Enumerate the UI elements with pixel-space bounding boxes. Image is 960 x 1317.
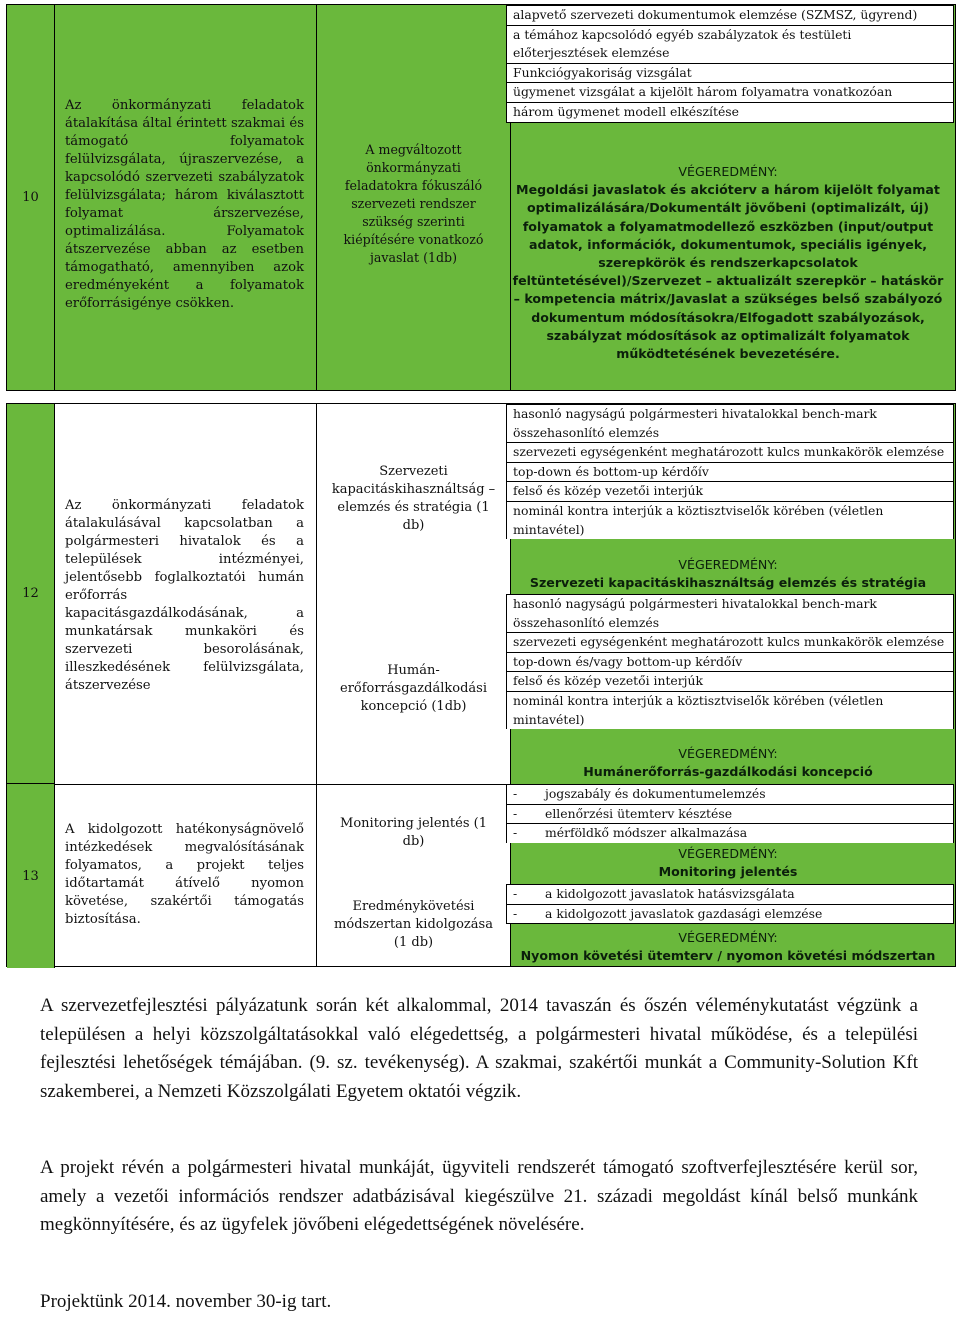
activity-output: Humán-erőforrásgazdálkodási koncepció (1db) [340,663,487,714]
result-label: VÉGEREDMÉNY: [678,746,778,761]
body-paragraph: A projekt révén a polgármesteri hivatal munkáját, ügyviteli rendszerét támogató szoftverfejlesztésére kerül sor, amely a vezetői információs rendszer adatbázisával kiegészülve 21. századi megoldást kínál belső munkánk megkönnyítésére, és az ügyfelek jövőbeni elégedettségének növelésére. [40,1157,918,1236]
step-item: hasonló nagyságú polgármesteri hivatalokkal bench-mark összehasonlító elemzés [507,405,953,443]
result-label: VÉGEREDMÉNY: [678,930,778,945]
step-item: ellenőrzési ütemterv késztése [545,805,733,821]
result-text: Monitoring jelentés [658,864,798,880]
step-item: hasonló nagyságú polgármesteri hivatalokkal bench-mark összehasonlító elemzés [507,595,953,633]
result-box [506,845,950,882]
step-item: szervezeti egységenként meghatározott kulcs munkakörök elemzése [507,443,953,463]
result-box-row-10 [506,163,950,363]
result-box [506,556,950,593]
steps-list-row-13 [506,784,954,843]
body-paragraph: A szervezetfejlesztési pályázatunk során két alkalommal, 2014 tavaszán és őszén véleménykutatást végzünk a településen a helyi közszolgáltatásokkal való elégedettség, a polgármesteri hivatal működése, és a települési fejlesztési lehetőségek témájában. (9. sz. tevékenység). A szakmai, szakértői munkát a Community-Solution Kft szakemberei, a Nemzeti Közszolgálati Egyetem oktatói végzik. [40,995,918,1102]
list-dash: - [513,805,518,821]
result-label: VÉGEREDMÉNY: [678,164,778,179]
list-dash: - [513,905,518,921]
step-item: három ügymenet modell elkészítése [513,103,739,119]
result-text: Nyomon követési ütemterv / nyomon követési módszertan [520,948,936,964]
steps-list-row-10 [506,5,954,123]
step-item: mérföldkő módszer alkalmazása [545,825,748,841]
result-text: Humánerőforrás-gazdálkodási koncepció [583,764,873,780]
result-label: VÉGEREDMÉNY: [678,846,778,861]
step-item: nominál kontra interjúk a köztisztviselők körében (véletlen mintavétel) [513,692,884,727]
activity-description: Az önkormányzati feladatok átalakulásával kapcsolatban a polgármesteri hivatalok és a települések intézményei, jelentősebb foglalkoztatói humán erőforrás kapacitásgazdálkodásának, a munkatársak munkaköri és szervezeti besorolásának, illeszkedésének felülvizsgálata, átszervezése [65,498,304,693]
activity-output: Monitoring jelentés (1 db) [340,816,487,849]
step-item: top-down és bottom-up kérdőív [507,463,953,483]
activity-description: Az önkormányzati feladatok átalakítása által érintett szakmai és támogató folyamatok felülvizsgálata, újraszervezése, a kapcsolódó szervezeti szabályzatok felülvizsgálata; három kiválasztott folyamat árszervezése, optimalizálása. Folyamatok átszervezése abban az esetben támogatható, amennyiben azok eredményeként a folyamatok erőforrásigénye csökken. [65,98,304,311]
step-item: szervezeti egységenként meghatározott kulcs munkakörök elemzése [507,633,953,653]
step-item: felső és közép vezetői interjúk [507,672,953,692]
result-text: Szervezeti kapacitáskihasználtság elemzés és stratégia [529,575,927,591]
activity-description: A kidolgozott hatékonyságnövelő intézkedések megvalósításának folyamatos, a projekt teljes időtartamát átívelő nyomon követése, szakértői támogatás biztosítása. [65,822,304,927]
steps-list-row-13b [506,884,954,924]
result-label: VÉGEREDMÉNY: [678,557,778,572]
row-number: 10 [7,5,55,390]
step-item: alapvető szervezeti dokumentumok elemzése (SZMSZ, ügyrend) [507,6,953,26]
step-item: nominál kontra interjúk a köztisztviselők körében (véletlen mintavétel) [513,502,884,537]
list-dash: - [513,825,518,841]
result-box [506,929,950,966]
step-item: ügymenet vizsgálat a kijelölt három folyamatra vonatkozóan [507,83,953,103]
step-item: jogszabály és dokumentumelemzés [545,786,766,801]
step-item: top-down és/vagy bottom-up kérdőív [507,653,953,673]
row-number: 13 [7,784,55,968]
row-number: 12 [7,404,55,784]
result-text: Megoldási javaslatok és akcióterv a három kijelölt folyamat optimalizálására/Dokumentált jövőbeni (optimalizált, új) folyamatok a folyamatmodellező eszközben (input/output adatok, információk, dokumentumok, speciális igények, szerepkörök és rendszerkapcsolatok feltüntetésével)/Szervezet – aktualizált szerepkör – hatáskör – kompetencia mátrix/Javaslat a szükséges belső szabályozó dokumentum módosításokra/Elfogadott szabályozások, szabályzat módosítások az optimalizált folyamatok működtetésének bevezetésére. [512,182,944,362]
activity-output: A megváltozott önkormányzati feladatokra fókuszáló szervezeti rendszer szükség szerinti kiépítésére vonatkozó javaslat (1db) [343,142,484,265]
result-box [506,745,950,782]
steps-list-row-12b [506,594,954,729]
step-item: felső és közép vezetői interjúk [507,482,953,502]
step-item: Funkciógyakoriság vizsgálat [507,64,953,84]
list-dash: - [513,886,518,901]
steps-list-row-12 [506,404,954,539]
step-item: a kidolgozott javaslatok gazdasági elemzése [545,905,823,921]
step-item: a kidolgozott javaslatok hatásvizsgálata [545,886,795,901]
step-item: a témához kapcsolódó egyéb szabályzatok és testületi előterjesztések elemzése [507,26,953,64]
list-dash: - [513,786,518,801]
activity-output: Szervezeti kapacitáskihasználtság – elemzés és stratégia (1 db) [331,464,496,533]
body-paragraph: Projektünk 2014. november 30-ig tart. [40,1291,332,1312]
activity-output: Eredménykövetési módszertan kidolgozása (1 db) [334,899,493,950]
